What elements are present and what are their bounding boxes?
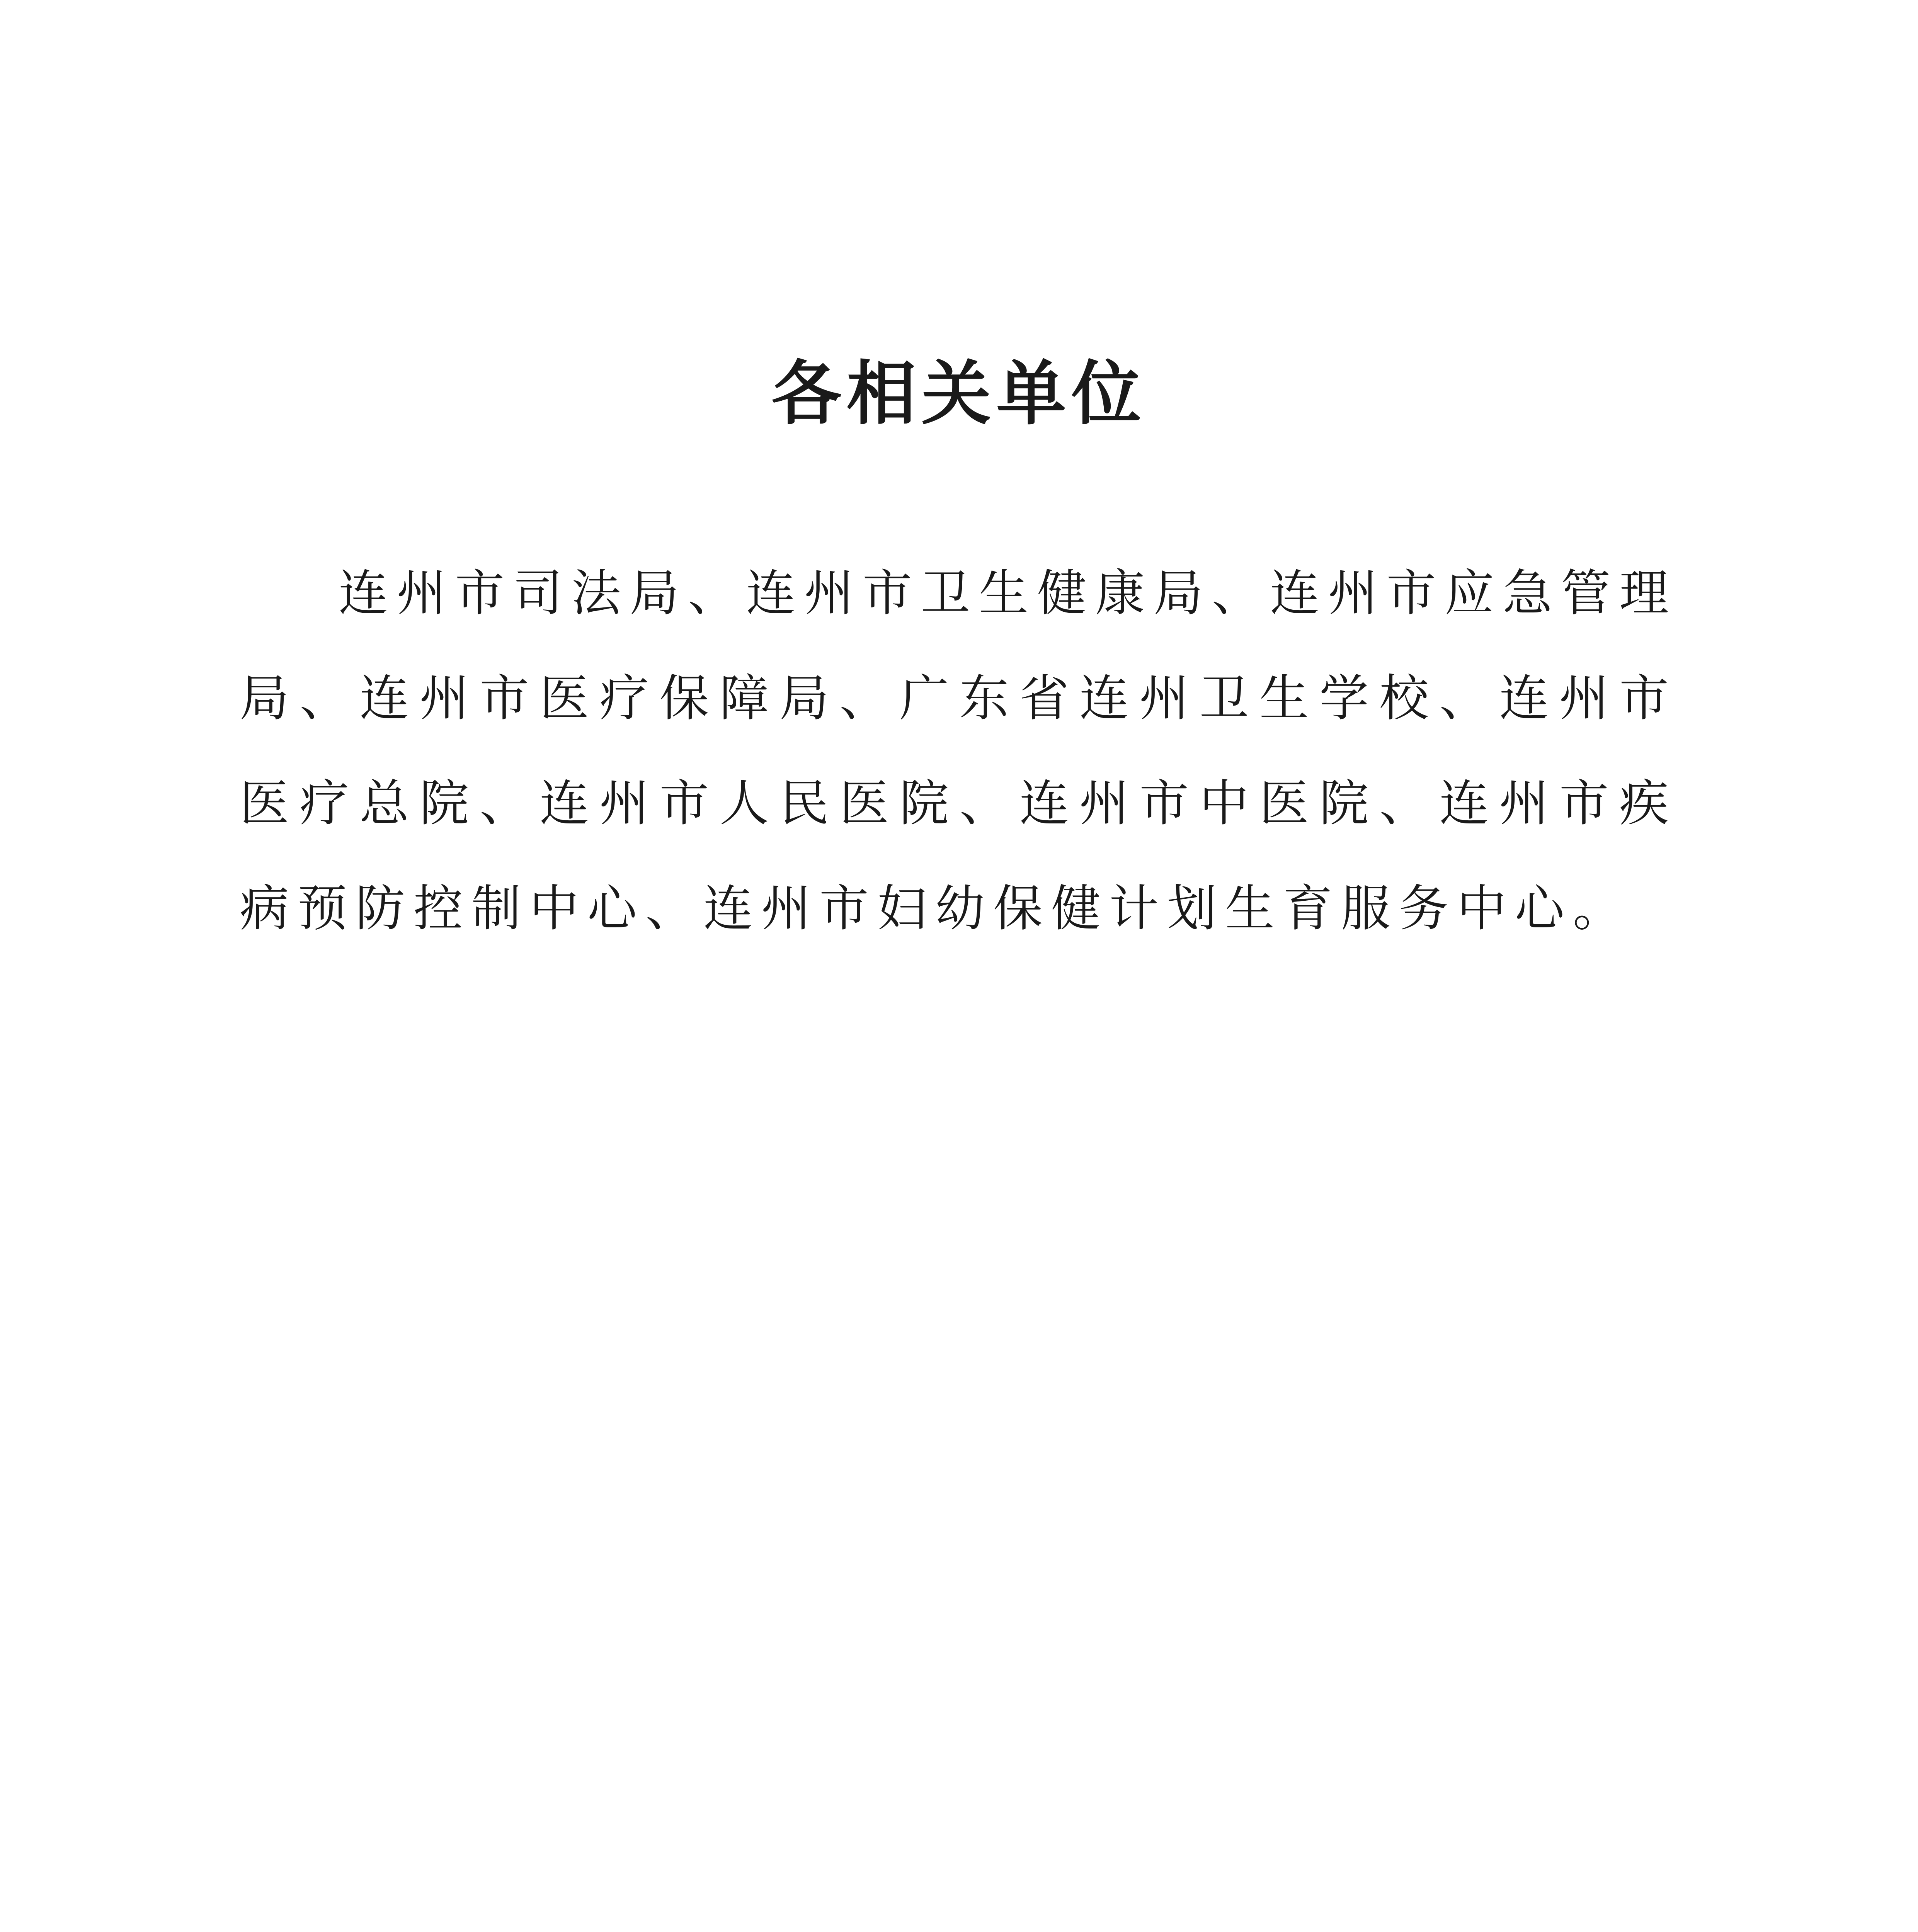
page-title: 各相关单位 — [771, 354, 1147, 434]
recipients-paragraph: 连州市司法局、连州市卫生健康局、连州市应急管理局、连州市医疗保障局、广东省连州卫生学校、连州市医疗总院、连州市人民医院、连州市中医院、连州市疾病预防控制中心、连州市妇幼保健计划生育服务中心。 — [240, 565, 1677, 937]
